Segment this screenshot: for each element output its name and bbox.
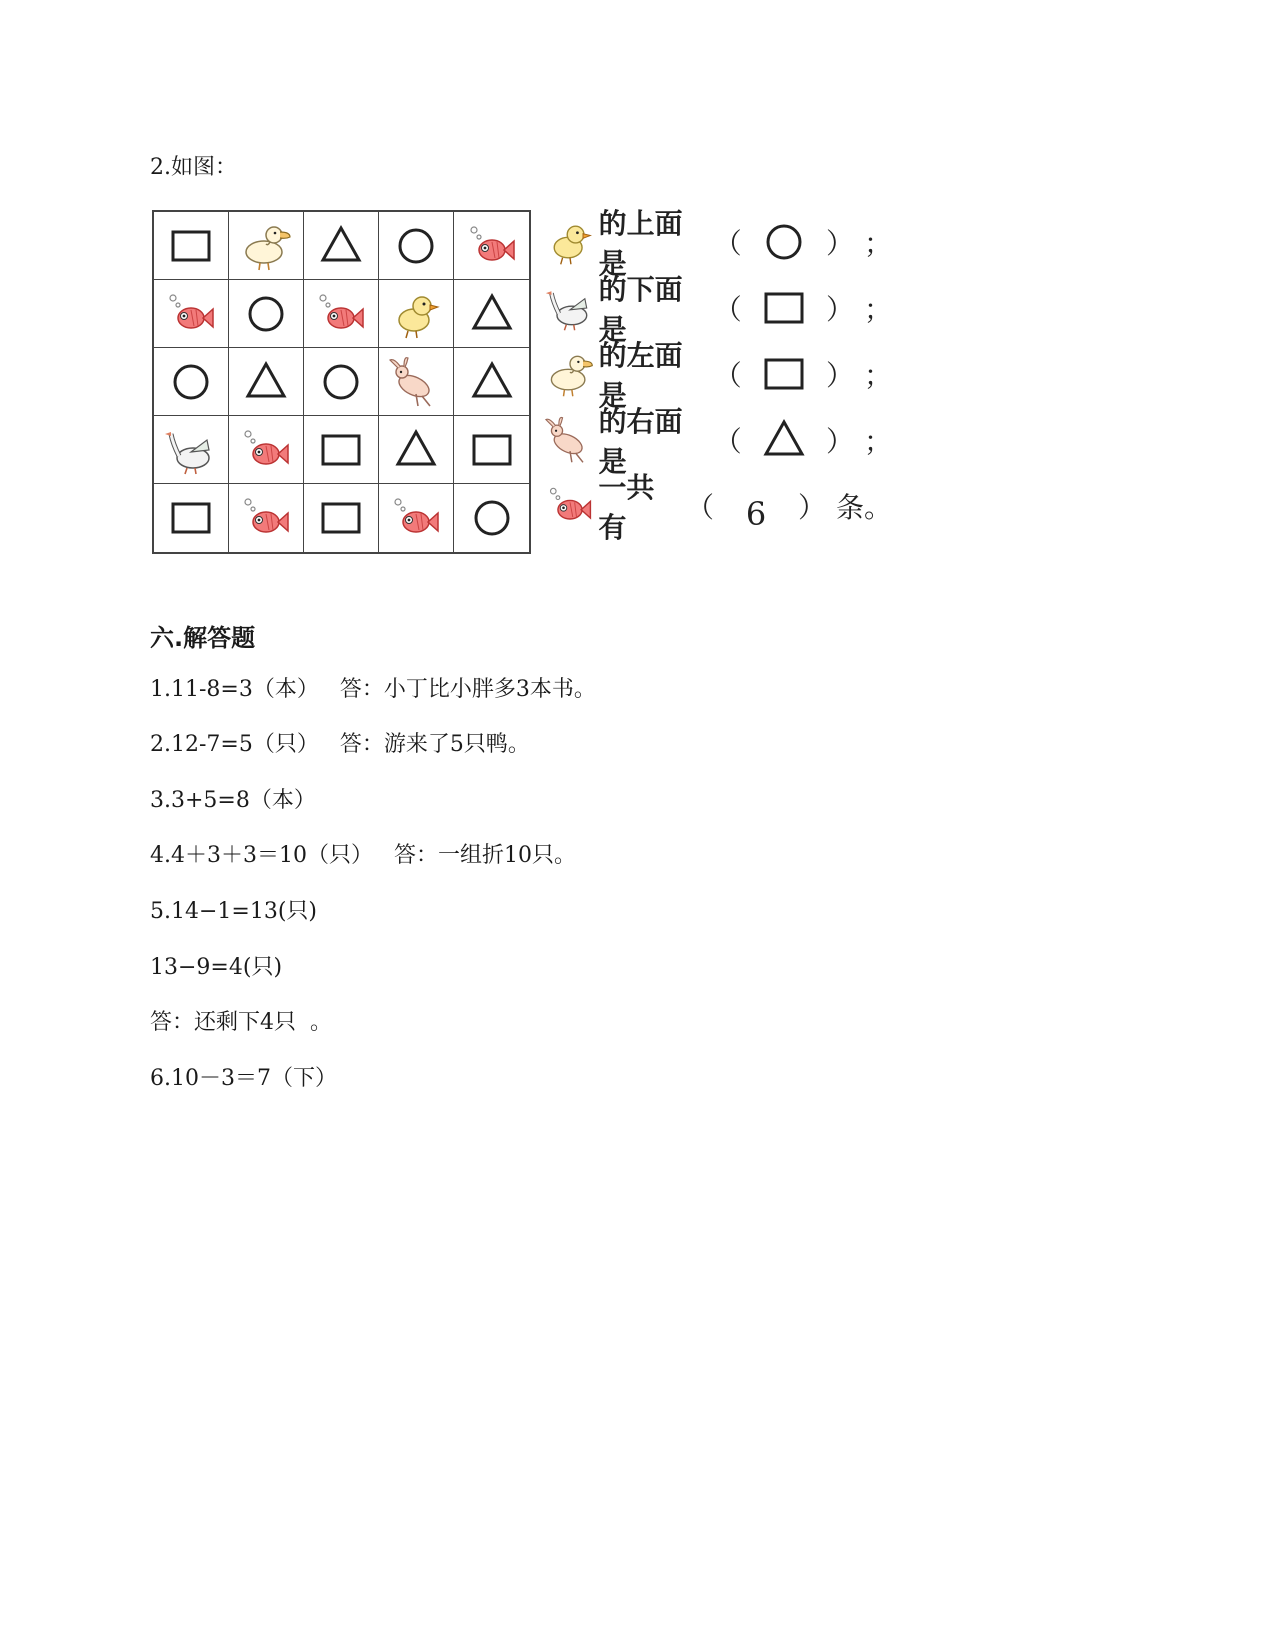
answer-value	[720, 481, 792, 531]
answer-line-5: 5.14−1=13(只)	[150, 899, 318, 924]
open-paren: （	[713, 359, 742, 392]
answer-line-6: 13−9=4(只)	[150, 955, 283, 980]
square-icon	[748, 349, 820, 399]
answer-line-3: 3.3+5=8（本）	[150, 788, 316, 813]
answer-line-1: 1.11-8=3（本） 答：小丁比小胖多3本书。	[150, 677, 596, 702]
answer-line-2: 2.12-7=5（只） 答：游来了5只鸭。	[150, 732, 530, 757]
answer-number: 6	[745, 495, 767, 533]
triangle-icon	[311, 218, 371, 274]
statement-end: ；	[863, 227, 892, 260]
grid-cell	[229, 484, 304, 552]
open-paren: （	[713, 227, 742, 260]
grid-cell	[379, 348, 454, 416]
square-icon	[462, 422, 522, 478]
grid-cell	[454, 348, 529, 416]
circle-icon	[748, 217, 820, 267]
statement-row	[542, 207, 892, 280]
fish-icon	[462, 218, 522, 274]
square-icon	[311, 490, 371, 546]
grid-cell	[304, 280, 379, 348]
circle-icon	[386, 218, 446, 274]
close-paren: ）	[825, 359, 854, 392]
grid-cell	[229, 348, 304, 416]
circle-icon	[236, 286, 296, 342]
statement-end: ；	[863, 359, 892, 392]
square-icon	[161, 218, 221, 274]
statement-text: 的左面是	[598, 339, 683, 412]
statement-end: ；	[863, 293, 892, 326]
circle-icon	[462, 490, 522, 546]
grid-cell	[379, 212, 454, 280]
goose-icon	[542, 280, 599, 336]
statement-row	[542, 471, 892, 544]
statement-row	[542, 405, 892, 478]
grid-cell	[379, 416, 454, 484]
statement-row	[542, 273, 892, 346]
fish-icon	[161, 286, 221, 342]
grid-cell	[304, 212, 379, 280]
grid-cell	[304, 484, 379, 552]
triangle-icon	[462, 354, 522, 410]
open-paren: （	[686, 491, 715, 524]
circle-icon	[311, 354, 371, 410]
close-paren: ）	[825, 425, 854, 458]
statement-text: 的上面是	[598, 207, 683, 280]
fish-icon	[236, 422, 296, 478]
grid-cell	[304, 416, 379, 484]
grid-cell	[454, 484, 529, 552]
answer-line-7: 答：还剩下4只 。	[150, 1010, 332, 1035]
statement-end: ；	[863, 425, 892, 458]
square-icon	[748, 283, 820, 333]
duck-icon	[236, 218, 296, 274]
fish-icon	[311, 286, 371, 342]
circle-icon	[161, 354, 221, 410]
triangle-icon	[748, 415, 820, 465]
grid-cell	[454, 280, 529, 348]
grid-cell	[154, 280, 229, 348]
statement-text: 一共有	[598, 471, 655, 544]
rabbit-icon	[386, 354, 446, 410]
grid-cell	[229, 212, 304, 280]
close-paren: ）	[825, 227, 854, 260]
grid-cell	[154, 348, 229, 416]
statement-row	[542, 339, 892, 412]
statement-end: 条。	[835, 491, 892, 524]
open-paren: （	[713, 425, 742, 458]
close-paren: ）	[825, 293, 854, 326]
grid-cell	[154, 212, 229, 280]
duck-icon	[542, 346, 599, 402]
fish-icon	[542, 478, 598, 534]
goose-icon	[161, 422, 221, 478]
statement-text: 的下面是	[598, 273, 683, 346]
position-figure	[152, 207, 892, 560]
grid-cell	[379, 280, 454, 348]
grid-cell	[229, 280, 304, 348]
grid-cell	[304, 348, 379, 416]
square-icon	[311, 422, 371, 478]
picture-grid	[152, 210, 531, 554]
triangle-icon	[386, 422, 446, 478]
rabbit-icon	[542, 412, 599, 468]
chick-icon	[386, 286, 446, 342]
grid-cell	[454, 212, 529, 280]
answer-line-4: 4.4＋3＋3＝10（只） 答：一组折10只。	[150, 843, 576, 868]
grid-cell	[454, 416, 529, 484]
fish-icon	[386, 490, 446, 546]
question-label: 2.如图：	[150, 155, 237, 180]
answer-line-8: 6.10－3＝7（下）	[150, 1066, 337, 1091]
grid-cell	[229, 416, 304, 484]
triangle-icon	[236, 354, 296, 410]
statement-text: 的右面是	[598, 405, 683, 478]
grid-cell	[154, 416, 229, 484]
close-paren: ）	[797, 491, 826, 524]
grid-cell	[379, 484, 454, 552]
triangle-icon	[462, 286, 522, 342]
section-title: 六.解答题	[150, 624, 256, 652]
open-paren: （	[713, 293, 742, 326]
chick-icon	[542, 214, 599, 270]
grid-cell	[154, 484, 229, 552]
fish-icon	[236, 490, 296, 546]
square-icon	[161, 490, 221, 546]
